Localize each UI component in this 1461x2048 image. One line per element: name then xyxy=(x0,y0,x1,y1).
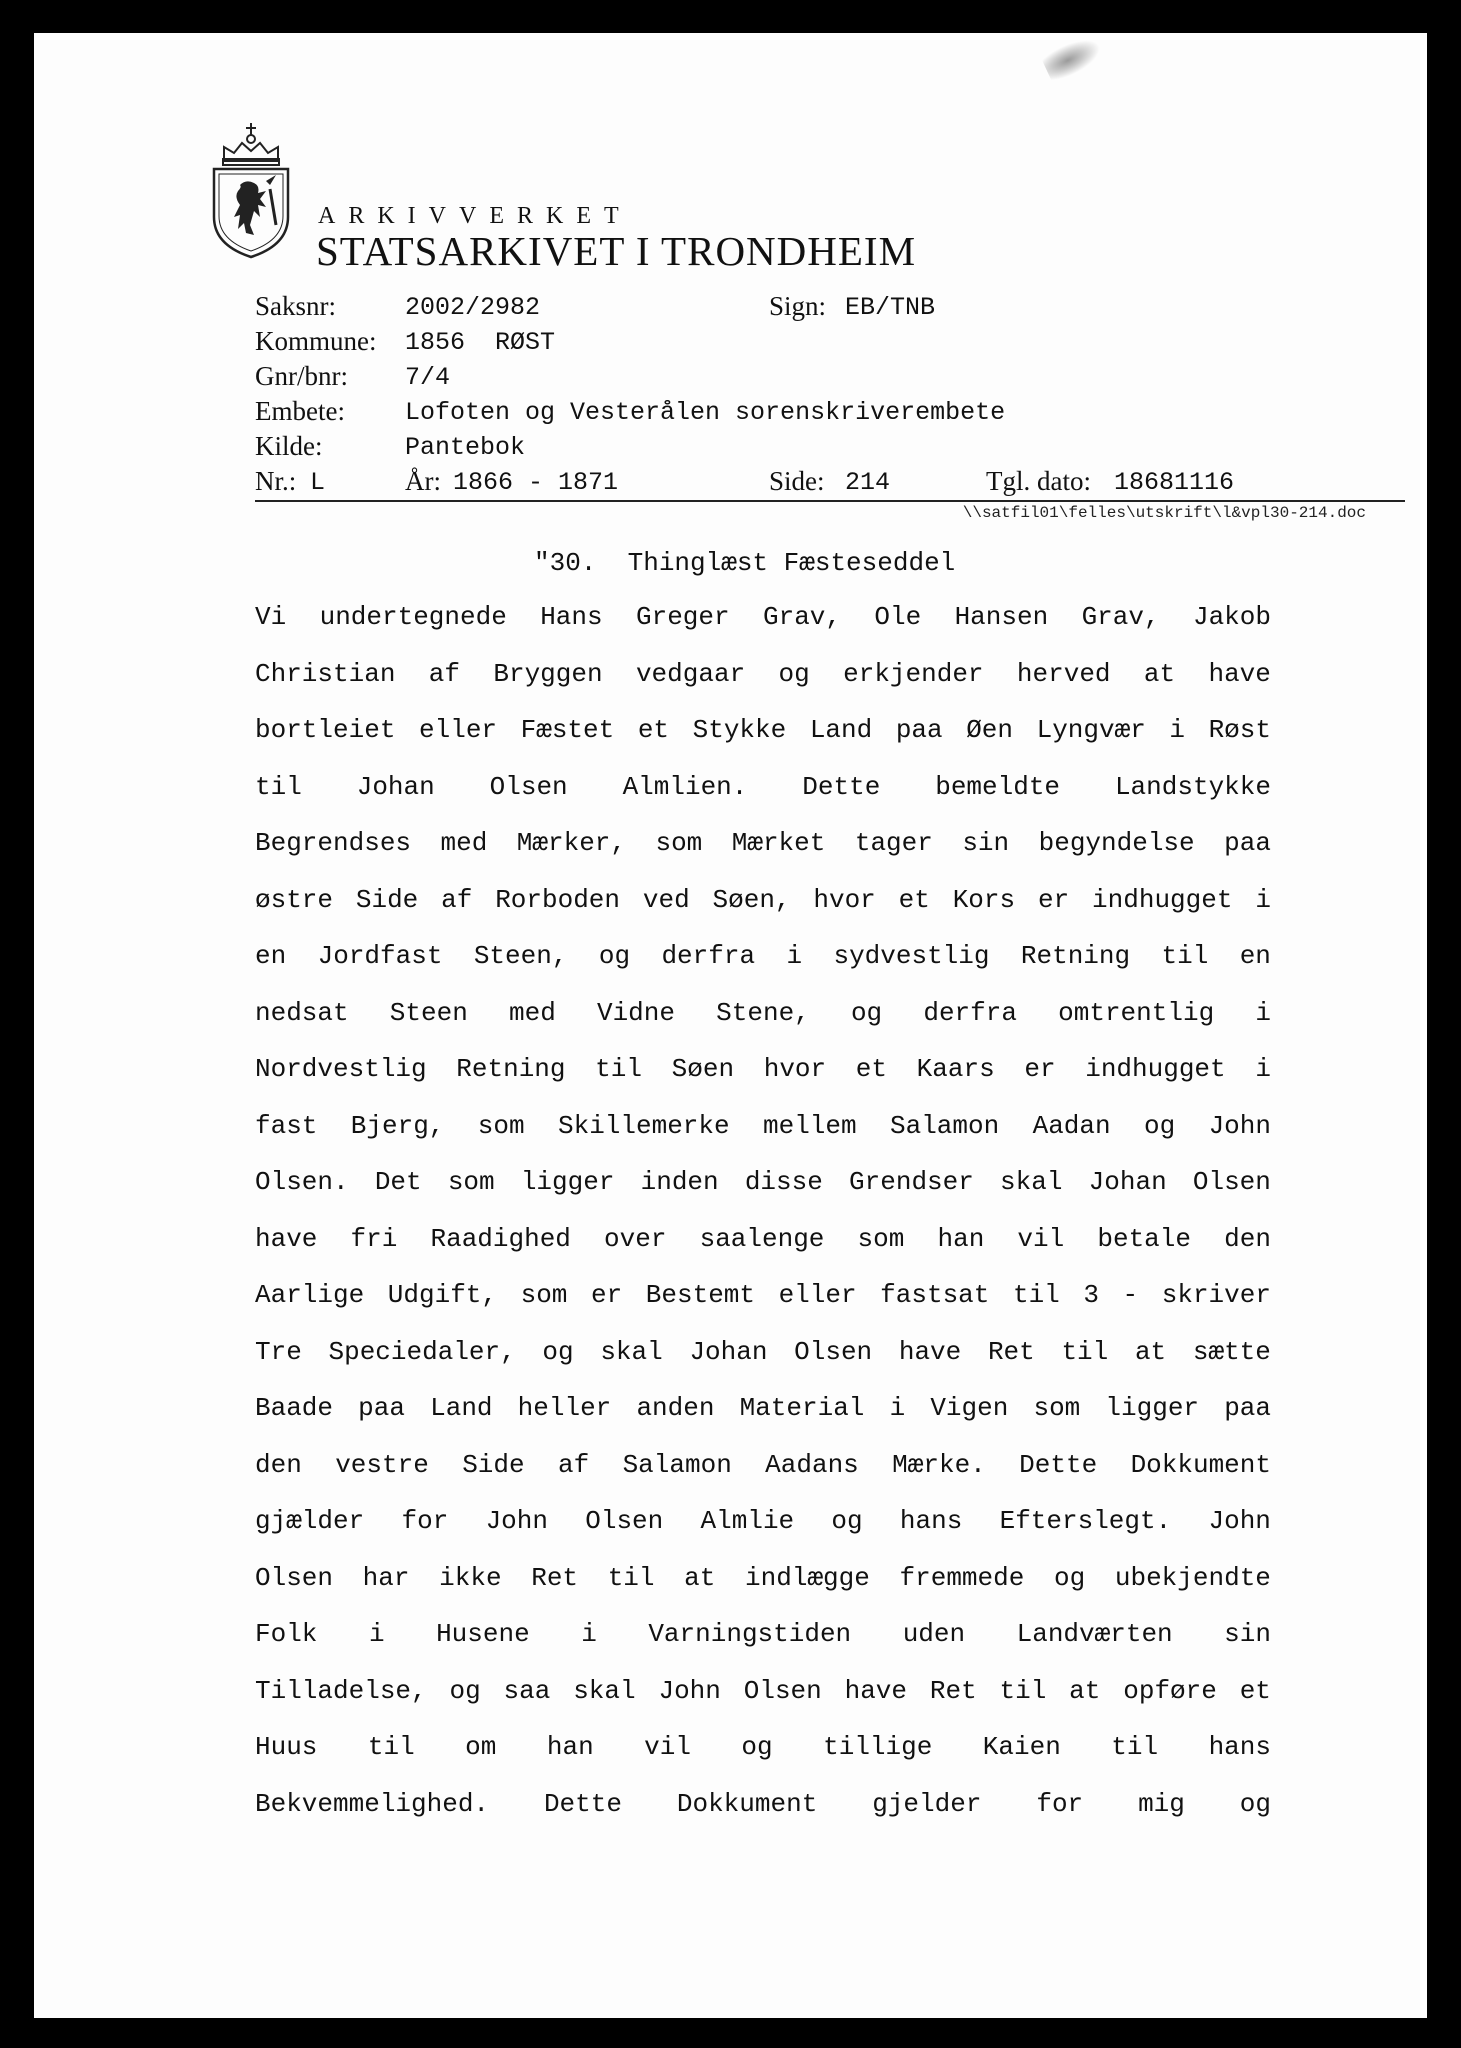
text-line: nedsat Steen med Vidne Stene, og derfra omtrentlig i xyxy=(255,997,1271,1028)
kommune-label: Kommune: xyxy=(255,326,377,356)
text-line: have fri Raadighed over saalenge som han vil betale den xyxy=(255,1223,1271,1254)
kilde-label: Kilde: xyxy=(255,431,323,461)
text-line: bortleiet eller Fæstet et Stykke Land paa Øen Lyngvær i Røst xyxy=(255,715,1271,745)
meta-row-saksnr xyxy=(255,291,1405,326)
meta-row-embete xyxy=(255,396,1405,431)
text-line: Tilladelse, og saa skal John Olsen have Ret til at opføre et xyxy=(255,1675,1271,1706)
text-line: Begrendses med Mærker, som Mærket tager sin begyndelse paa xyxy=(255,828,1271,858)
header-divider xyxy=(255,500,1405,502)
text-line: Aarlige Udgift, som er Bestemt eller fastsat til 3 - skriver xyxy=(255,1280,1271,1310)
text-line: en Jordfast Steen, og derfra i sydvestlig Retning til en xyxy=(255,941,1271,971)
text-line: Huus til om han vil og tillige Kaien til hans xyxy=(255,1732,1271,1762)
sign-label: Sign: xyxy=(769,291,827,321)
text-line: Olsen. Det som ligger inden disse Grendser skal Johan Olsen xyxy=(255,1167,1271,1197)
kommune-value: 1856 RØST xyxy=(405,328,556,357)
sign-value: EB/TNB xyxy=(845,293,936,322)
embete-label: Embete: xyxy=(255,396,345,426)
org-title: STATSARKIVET I TRONDHEIM xyxy=(316,228,917,274)
text-line: Bekvemmelighed. Dette Dokkument gjelder for mig og xyxy=(255,1788,1271,1819)
meta-row-kommune xyxy=(255,326,1405,361)
kilde-value: Pantebok xyxy=(405,433,526,462)
text-line: til Johan Olsen Almlien. Dette bemeldte Landstykke xyxy=(255,771,1271,802)
text-line: den vestre Side af Salamon Aadans Mærke. Dette Dokkument xyxy=(255,1449,1271,1480)
ar-label: År: xyxy=(405,466,441,496)
document-title: "30. Thinglæst Fæsteseddel xyxy=(534,548,956,578)
meta-row-kilde xyxy=(255,431,1405,466)
side-label: Side: xyxy=(769,466,825,496)
ar-value: 1866 - 1871 xyxy=(453,468,619,497)
text-line: Olsen har ikke Ret til at indlægge fremmede og ubekjendte xyxy=(255,1562,1271,1593)
saksnr-label: Saksnr: xyxy=(255,291,336,321)
text-line: Baade paa Land heller anden Material i Vigen som ligger paa xyxy=(255,1393,1271,1423)
gnr-value: 7/4 xyxy=(405,363,451,392)
file-path: \\satfil01\felles\utskrift\l&vpl30-214.doc xyxy=(962,504,1366,522)
case-metadata xyxy=(255,291,1405,501)
text-line: Tre Speciedaler, og skal Johan Olsen have Ret til at sætte xyxy=(255,1336,1271,1367)
norwegian-coat-of-arms-icon xyxy=(210,121,292,259)
text-line: Vi undertegnede Hans Greger Grav, Ole Hansen Grav, Jakob xyxy=(255,602,1271,632)
meta-row-gnr xyxy=(255,361,1405,396)
nr-label: Nr.: xyxy=(255,466,297,496)
embete-value: Lofoten og Vesterålen sorenskriverembete xyxy=(405,398,1006,427)
side-value: 214 xyxy=(845,468,891,497)
document-page xyxy=(34,33,1427,2018)
text-line: Nordvestlig Retning til Søen hvor et Kaars er indhugget i xyxy=(255,1054,1271,1084)
tgl-dato-label: Tgl. dato: xyxy=(986,466,1091,496)
text-line: Folk i Husene i Varningstiden uden Landværten sin xyxy=(255,1619,1271,1649)
text-line: Christian af Bryggen vedgaar og erkjender herved at have xyxy=(255,658,1271,689)
text-line: gjælder for John Olsen Almlie og hans Efterslegt. John xyxy=(255,1506,1271,1536)
tgl-dato-value: 18681116 xyxy=(1114,468,1235,497)
paper-smudge xyxy=(1040,32,1105,84)
nr-value: L xyxy=(310,468,326,497)
transcription-body xyxy=(255,589,1271,1832)
meta-row-nr xyxy=(255,466,1405,501)
gnr-label: Gnr/bnr: xyxy=(255,361,348,391)
saksnr-value: 2002/2982 xyxy=(405,293,541,322)
text-line: østre Side af Rorboden ved Søen, hvor et Kors er indhugget i xyxy=(255,884,1271,915)
org-subtitle: ARKIVVERKET xyxy=(318,203,632,229)
text-line: fast Bjerg, som Skillemerke mellem Salamon Aadan og John xyxy=(255,1110,1271,1141)
